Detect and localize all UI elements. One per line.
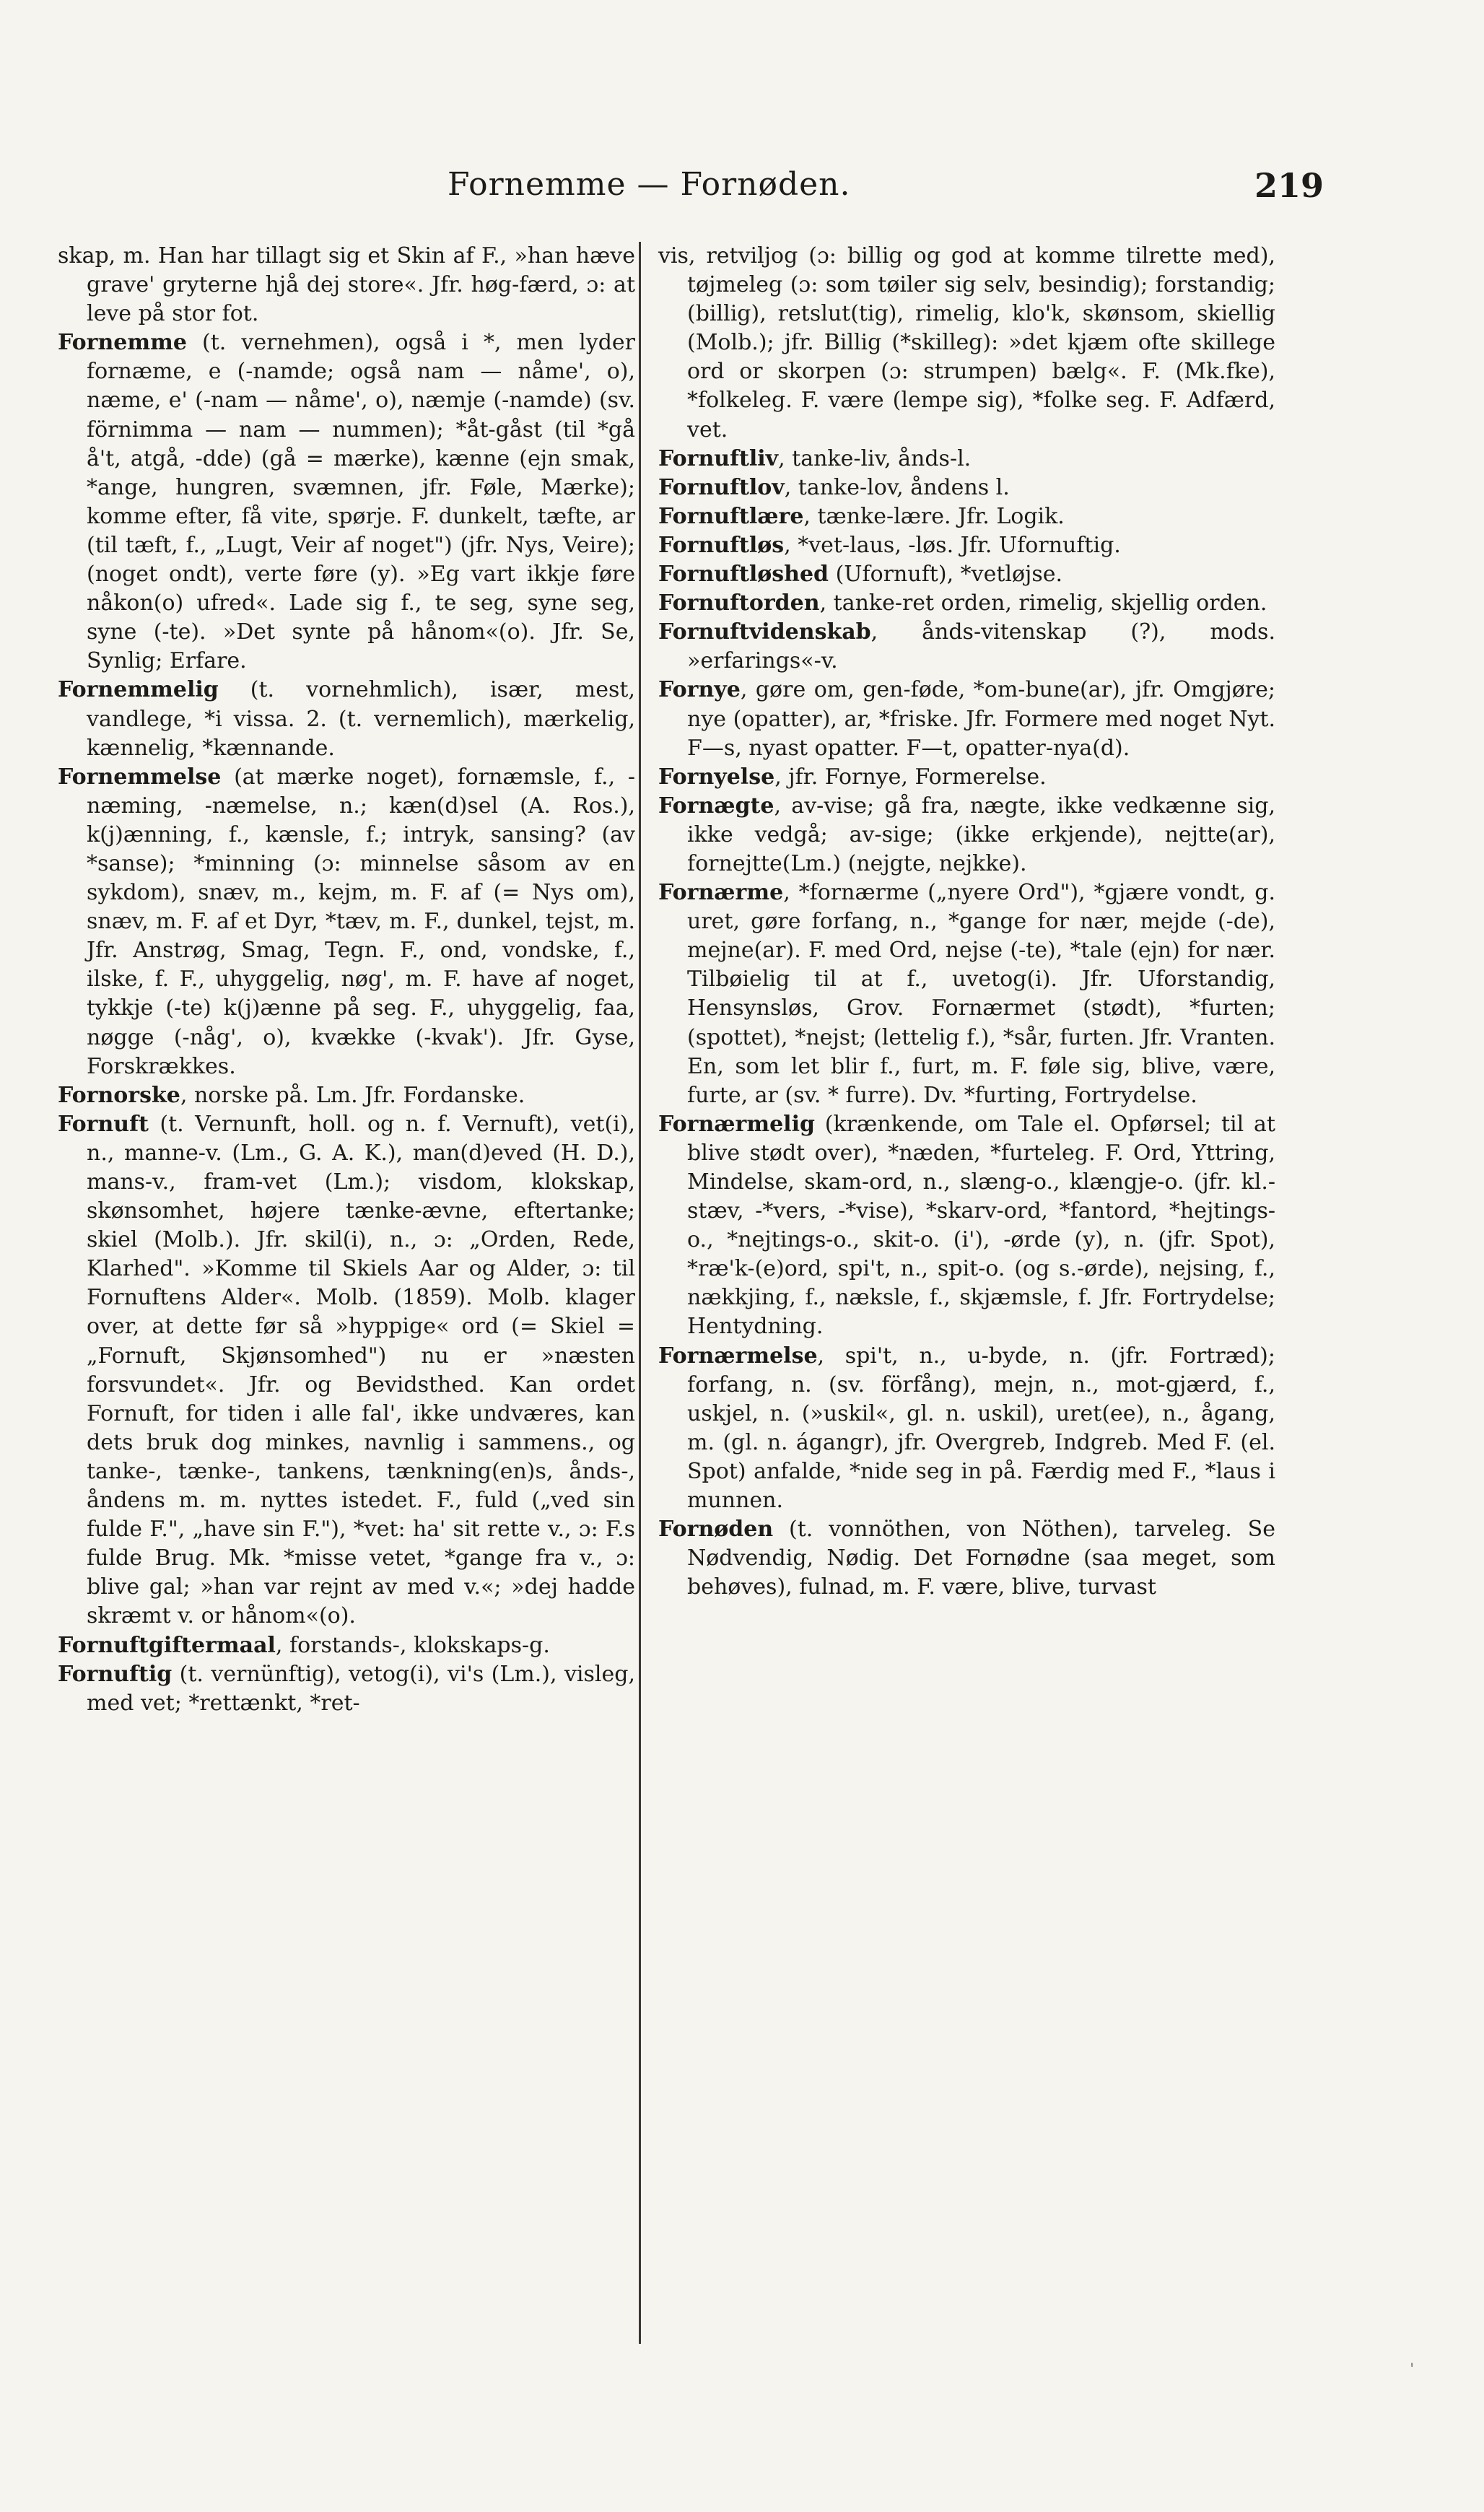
headword: Fornærmelse xyxy=(658,1343,818,1369)
headword: Fornorske xyxy=(58,1082,180,1108)
dictionary-entry: Fornuftløs, *vet-laus, -løs. Jfr. Ufornuftig. xyxy=(658,532,1121,558)
headword: Fornyelse xyxy=(658,764,775,790)
dictionary-entry: skap, m. Han har tillagt sig et Skin af F., »han hæve grave' gryterne hjå dej store«. Jfr. høg-færd, ɔ: at leve på stor fot. xyxy=(58,243,635,327)
dictionary-entry: Fornærmelig (krænkende, om Tale el. Opførsel; til at blive stødt over), *næden, *furteleg. F. Ord, Yttring, Mindelse, skam-ord, n., slæng-o., klængje-o. (jfr. kl.-stæv, -*vers, -*vise), *skarv-ord, *fantord, *hejtings-o., *nejtings-o., skit-o. (i'), -ørde (y), n. (jfr. Spot), *ræ'k-(e)ord, spi't, n., spit-o. (og s.-ørde), nejsing, f., nækkjing, f., næksle, f., skjæmsle, f. Jfr. Fortrydelse; Hentydning. xyxy=(658,1111,1275,1340)
printer-mark: ʹ xyxy=(1409,2361,1418,2381)
dictionary-entry: Fornemmelse (at mærke noget), fornæmsle, f., -næming, -næmelse, n.; kæn(d)sel (A. Ros.), k(j)ænning, f., kænsle, f.; intryk, sansing? (av *sanse); *minning (ɔ: minnelse såsom av en sykdom), snæv, m., kejm, m. F. af (= Nys om), snæv, m. F. af et Dyr, *tæv, m. F., dunkel, tejst, m. Jfr. Anstrøg, Smag, Tegn. F., ond, vondske, f., ilske, f. F., uhyggelig, nøg', m. F. have af noget, tykkje (-te) k(j)ænne på seg. F., uhyggelig, faa, nøgge (-någ', o), kvække (-kvak'). Jfr. Gyse, Forskrækkes. xyxy=(58,764,635,1079)
dictionary-entry: vis, retviljog (ɔ: billig og god at komme tilrette med), tøjmeleg (ɔ: som tøiler sig selv, besindig); forstandig; (billig), retslut(tig), rimelig, klo'k, skønsom, skiellig (Molb.); jfr. Billig (*skilleg): »det kjæm ofte skillege ord or skorpen (ɔ: strumpen) bælg«. F. (Mk.fke), *folkeleg. F. være (lempe sig), *folke seg. F. Adfærd, vet. xyxy=(658,243,1275,442)
dictionary-entry: Fornuftorden, tanke-ret orden, rimelig, skjellig orden. xyxy=(658,590,1267,616)
dictionary-entry: Fornærme, *fornærme („nyere Ord"), *gjære vondt, g. uret, gøre forfang, n., *gange for nær, mejde (-de), mejne(ar). F. med Ord, nejse (-te), *tale (ejn) for nær. Tilbøielig til at f., uvetog(i). Jfr. Uforstandig, Hensynsløs, Grov. Fornærmet (stødt), *furten; (spottet), *nejst; (lettelig f.), *sår, furten. Jfr. Vranten. En, som let blir f., furt, m. F. føle sig, blive, være, furte, ar (sv. * furre). Dv. *furting, Fortrydelse. xyxy=(658,880,1275,1108)
dictionary-entry: Fornemmelig (t. vornehmlich), især, mest, vandlege, *i vissa. 2. (t. vernemlich), mærkelig, kænnelig, *kænnande. xyxy=(58,677,635,761)
running-title: Fornemme — Fornøden. xyxy=(448,166,851,203)
dictionary-entry: Fornye, gøre om, gen-føde, *om-bune(ar), jfr. Omgjøre; nye (opatter), ar, *friske. Jfr. Formere med noget Nyt. F—s, nyast opatter. F—t, opatter-nya(d). xyxy=(658,677,1275,761)
dictionary-entry: Fornærmelse, spi't, n., u-byde, n. (jfr. Fortræd); forfang, n. (sv. förfång), mejn, n., mot-gjærd, f., uskjel, n. (»uskil«, gl. n. uskil), uret(ee), n., ågang, m. (gl. n. ágangr), jfr. Overgreb, Indgreb. Med F. (el. Spot) anfalde, *nide seg in på. Færdig med F., *laus i munnen. xyxy=(658,1343,1275,1514)
headword: Fornuftlære xyxy=(658,503,804,529)
headword: Fornemmelse xyxy=(58,764,222,790)
headword: Fornuftliv xyxy=(658,445,779,471)
headword: Fornemme xyxy=(58,330,187,356)
headword: Fornægte xyxy=(658,793,774,819)
headword: Fornøden xyxy=(658,1517,774,1543)
headword: Fornemmelig xyxy=(58,677,219,703)
dictionary-entry: Fornyelse, jfr. Fornye, Formerelse. xyxy=(658,764,1047,790)
headword: Fornærmelig xyxy=(658,1111,815,1137)
headword: Fornuftlov xyxy=(658,474,785,500)
headword: Fornuftgiftermaal xyxy=(58,1632,276,1658)
page-header xyxy=(43,152,1484,217)
dictionary-entry: Fornuft (t. Vernunft, holl. og n. f. Vernuft), vet(i), n., manne-v. (Lm., G. A. K.), man(d)eved (H. D.), mans-v., fram-vet (Lm.); visdom, klokskap, skønsomhet, højere tænke-ævne, eftertanke; skiel (Molb.). Jfr. skil(i), n., ɔ: „Orden, Rede, Klarhed". »Komme til Skiels Aar og Alder, ɔ: til Fornuftens Alder«. Molb. (1859). Molb. klager over, at dette før så »hyppige« ord (= Skiel = „Fornuft, Skjønsomhed") nu er »næsten forsvundet«. Jfr. og Bevidsthed. Kan ordet Fornuft, for tiden i alle fal', ikke undværes, kan dets bruk dog minkes, navnlig i sammens., og tanke-, tænke-, tankens, tænkning(en)s, ånds-, åndens m. m. nyttes istedet. F., fuld („ved sin fulde F.", „have sin F."), *vet: ha' sit rette v., ɔ: F.s fulde Brug. Mk. *misse vetet, *gange fra v., ɔ: blive gal; »han var rejnt av med v.«; »dej hadde skræmt v. or hånom«(o). xyxy=(58,1111,635,1629)
headword: Fornuftig xyxy=(58,1661,173,1687)
dictionary-entry: Fornuftlov, tanke-lov, åndens l. xyxy=(658,474,1010,500)
dictionary-entry: Fornuftgiftermaal, forstands-, klokskaps-g. xyxy=(58,1632,550,1658)
column-divider xyxy=(639,242,641,2344)
dictionary-entry: Fornuftig (t. vernünftig), vetog(i), vi's (Lm.), visleg, med vet; *rettænkt, *ret- xyxy=(58,1661,635,1716)
headword: Fornye xyxy=(658,677,741,703)
dictionary-entry: Fornemme (t. vernehmen), også i *, men lyder fornæme, e (-namde; også nam — nåme', o), næme, e' (-nam — nåme', o), næmje (-namde) (sv. förnimma — nam — nummen); *åt-gåst (til *gå å't, atgå, -dde) (gå = mærke), kænne (ejn smak, *ange, hungren, svæmnen, jfr. Føle, Mærke); komme efter, få vite, spørje. F. dunkelt, tæfte, ar (til tæft, f., „Lugt, Veir af noget") (jfr. Nys, Veire); (noget ondt), verte føre (y). »Eg vart ikkje føre nåkon(o) ufred«. Lade sig f., te seg, syne seg, syne (-te). »Det synte på hånom«(o). Jfr. Se, Synlig; Erfare. xyxy=(58,330,635,674)
headword: Fornuft xyxy=(58,1111,149,1137)
dictionary-entry: Fornægte, av-vise; gå fra, nægte, ikke vedkænne sig, ikke vedgå; av-sige; (ikke erkjende), nejtte(ar), fornejtte(Lm.) (nejgte, nejkke). xyxy=(658,793,1275,876)
dictionary-entry: Fornuftvidenskab, ånds-vitenskap (?), mods. »erfarings«-v. xyxy=(658,619,1275,674)
dictionary-entry: Fornuftløshed (Ufornuft), *vetløjse. xyxy=(658,562,1063,588)
page-number: 219 xyxy=(1254,166,1324,205)
headword: Fornuftvidenskab xyxy=(658,619,871,645)
dictionary-entry: Fornøden (t. vonnöthen, von Nöthen), tarveleg. Se Nødvendig, Nødig. Det Fornødne (saa meget, som behøves), fulnad, m. F. være, blive, turvast xyxy=(658,1517,1275,1600)
dictionary-entry: Fornorske, norske på. Lm. Jfr. Fordanske. xyxy=(58,1082,525,1108)
left-column xyxy=(58,242,635,1718)
right-column xyxy=(658,242,1275,1602)
dictionary-entry: Fornuftliv, tanke-liv, ånds-l. xyxy=(658,445,972,471)
headword: Fornuftorden xyxy=(658,590,820,616)
headword: Fornærme xyxy=(658,880,784,906)
headword: Fornuftløshed xyxy=(658,562,829,588)
dictionary-entry: Fornuftlære, tænke-lære. Jfr. Logik. xyxy=(658,503,1065,529)
headword: Fornuftløs xyxy=(658,532,785,558)
